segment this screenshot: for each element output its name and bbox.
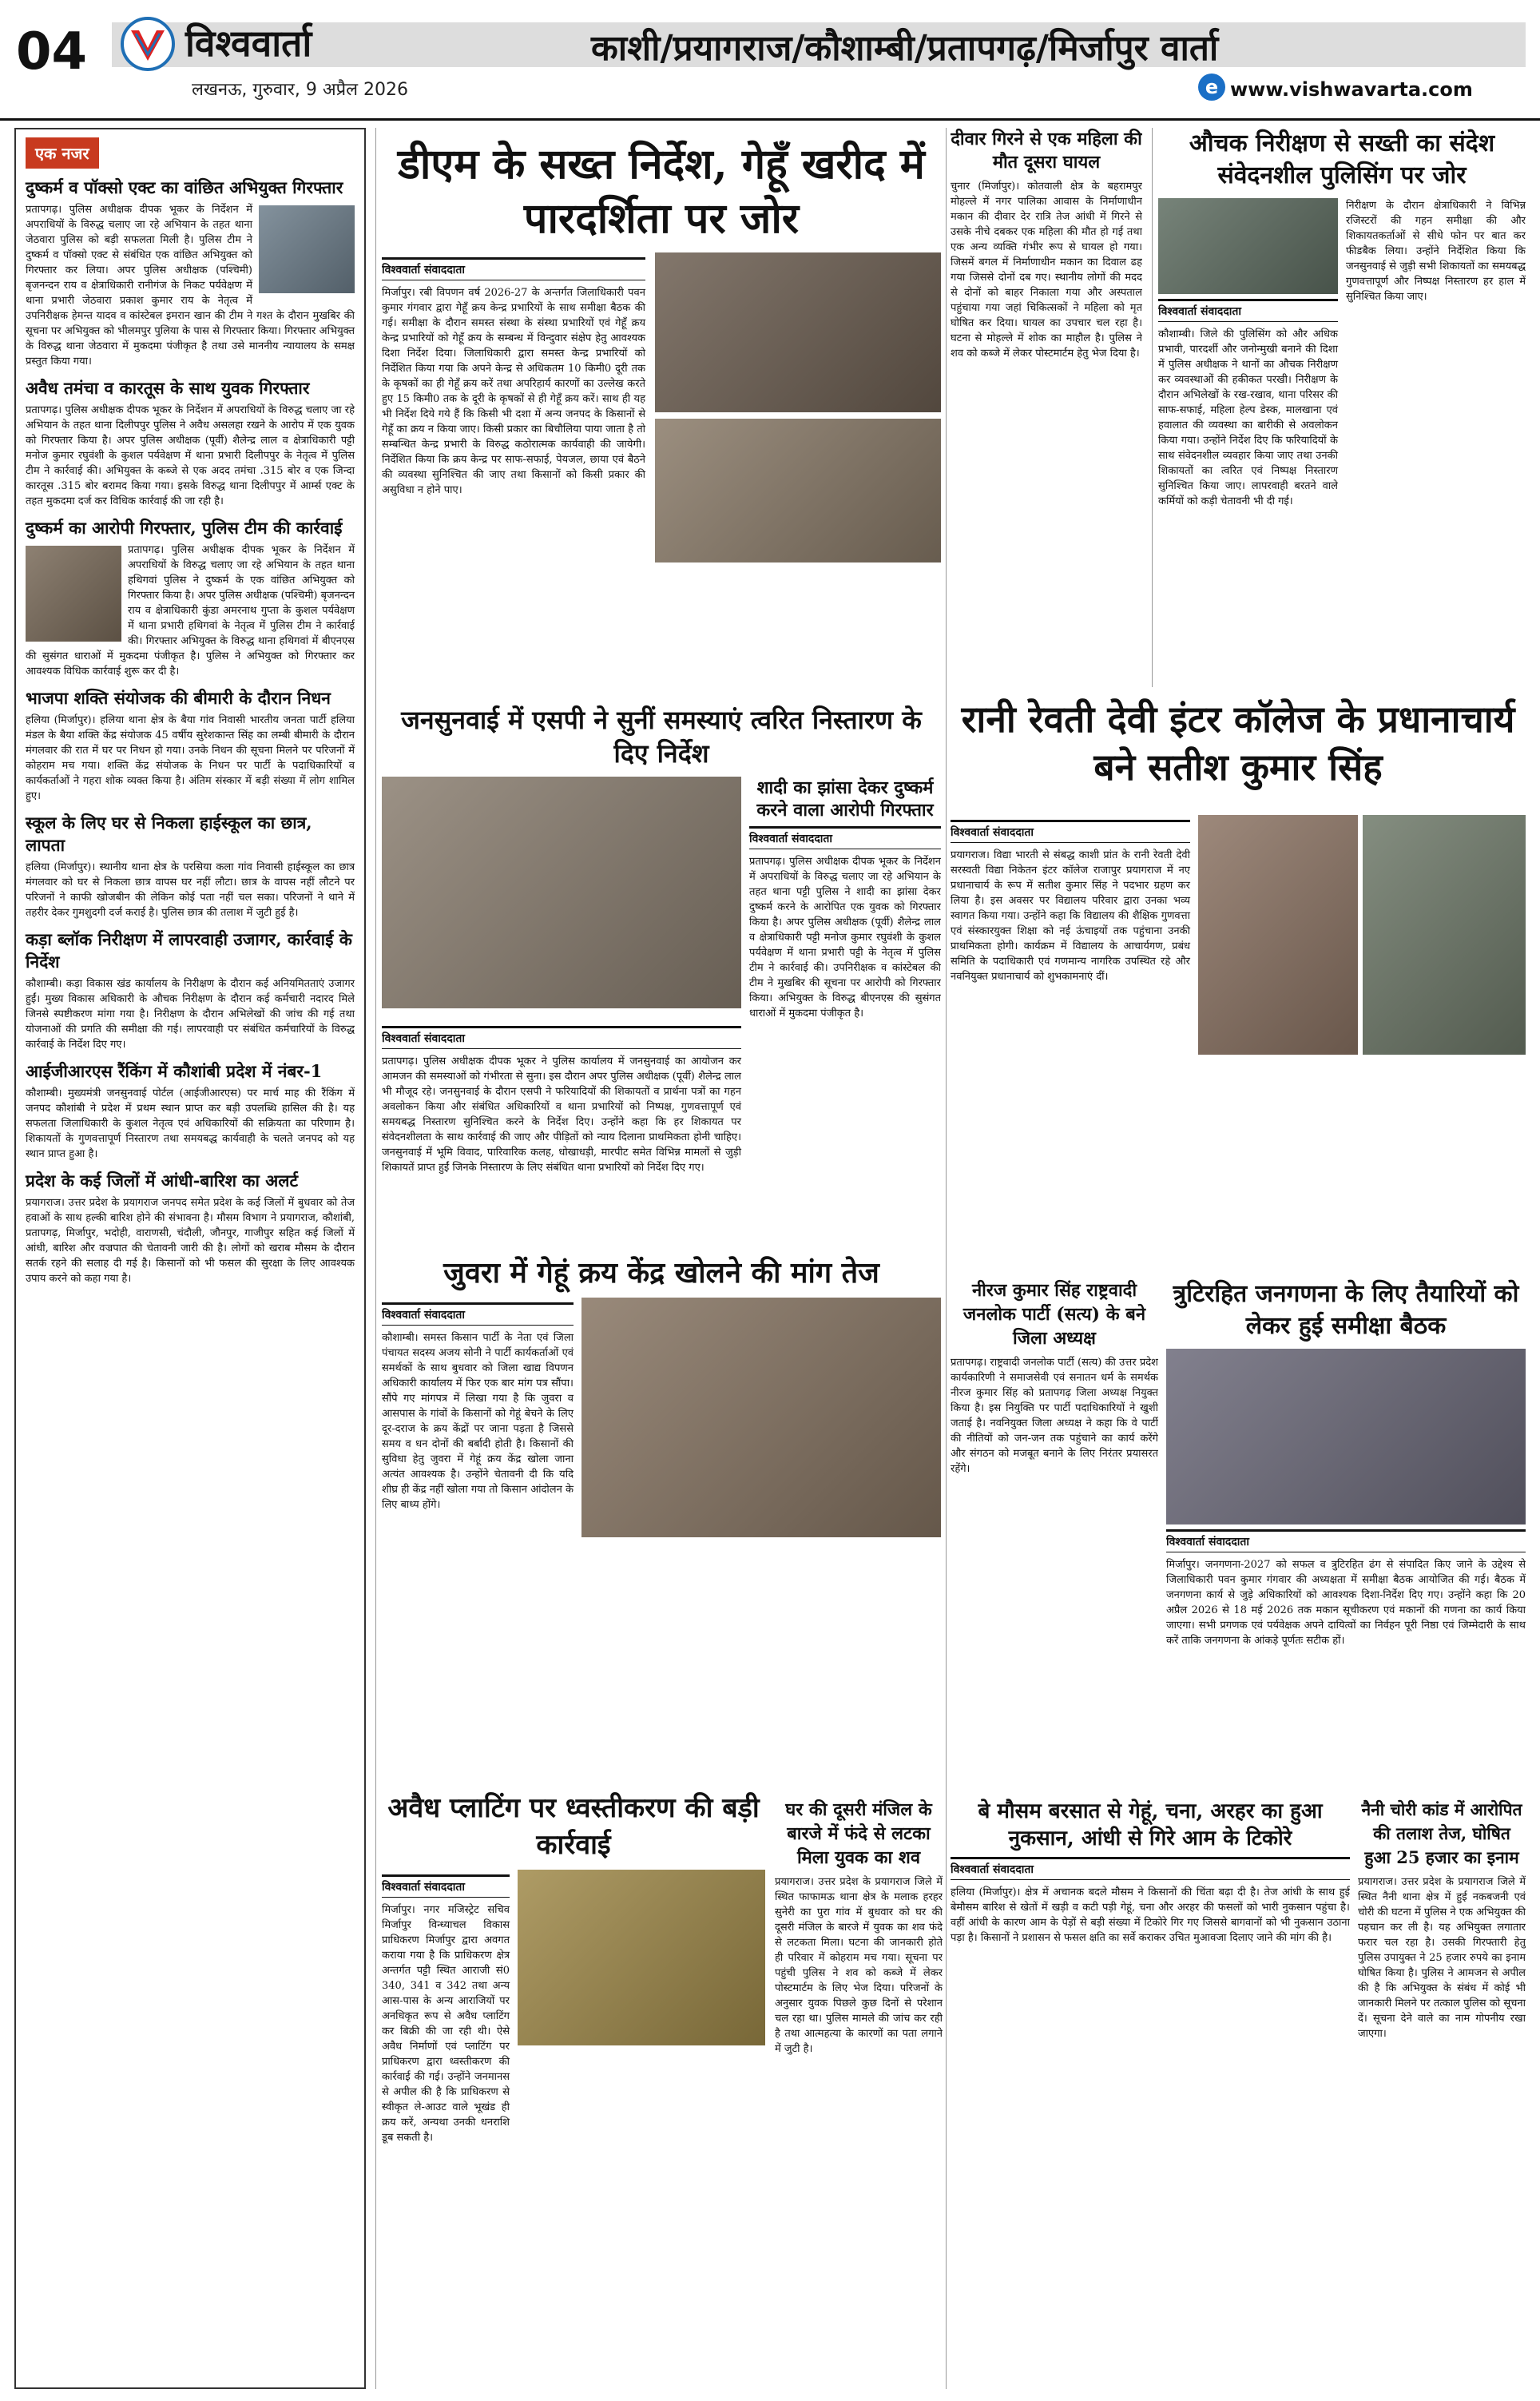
left-item-text: कौशाम्बी। मुख्यमंत्री जनसुनवाई पोर्टल (आईजीआरएस) पर मार्च माह की रैंकिंग में जनपद कौशांबी ने प्रदेश में प्रथम स्थान प्राप्त कर बड़ी उपलब्धि हासिल की है। यह सफलता जिलाधिकारी के कुशल नेतृत्व एवं अधिकारियों की सक्रियता का परिणाम है। शिकायतों के गुणवत्तापूर्ण निस्तारण तथा समयबद्ध कार्यवाही के चलते जनपद को यह स्थान प्राप्त हुआ है।: [26, 1087, 355, 1160]
ek-nazar-column: [14, 128, 366, 2389]
meeting-photo: [655, 419, 941, 562]
sp-hearing-story: [382, 703, 941, 1262]
edition-date: लखनऊ, गुरुवार, 9 अप्रैल 2026: [192, 80, 409, 100]
census-text: मिर्जापुर। जनगणना-2027 को सफल व त्रुटिरहित ढंग से संपादित किए जाने के उद्देश्य से जिलाधिकारी पवन कुमार गंगवार की अध्यक्षता में समीक्षा बैठक आयोजित की गई। बैठक में जनगणना कार्य से जुड़े अधिकारियों को आवश्यक दिशा-निर्देश दिए गए। उन्होंने कहा कि 20 अप्रैल 2026 से 18 मई 2026 तक मकान सूचीकरण एवं मकानों की गणना का कार्य किया जाएगा। सभी प्रगणक एवं पर्यवेक्षक अपने दायित्वों का निर्वहन पूरी निष्ठा एवं जिम्मेदारी के साथ करें ताकि जनगणना के आंकड़े पूर्णतः सटीक हों।: [1166, 1559, 1526, 1647]
hearing-photo: [382, 777, 741, 1008]
bulldozer-text: मिर्जापुर। नगर मजिस्ट्रेट सचिव मिर्जापुर विन्ध्याचल विकास प्राधिकरण मिर्जापुर द्वारा अवगत कराया गया है कि प्राधिकरण क्षेत्र अन्तर्गत पट्टी स्थित आराजी सं0 340, 341 व 342 तथा अन्य आस-पास के अन्य आराजियों पर अनधिकृत रूप से अवैध प्लाटिंग कर बिक्री की जा रही थी। ऐसे अवैध निर्माणों एवं प्लाटिंग पर प्राधिकरण द्वारा ध्वस्तीकरण की कार्रवाई की गई। उन्होंने जनमानस से अपील की है कि प्राधिकरण से स्वीकृत ले-आउट वाले भूखंड ही क्रय करें, अन्यथा उनकी धनराशि डूब सकती है।: [382, 1904, 510, 2144]
left-item-text: प्रतापगढ़। पुलिस अधीक्षक दीपक भूकर के निर्देशन में अपराधियों के विरुद्ध चलाए जा रहे अभियान के तहत थाना हथिगवां पुलिस ने दुष्कर्म के एक वांछित अभियुक्त को गिरफ्तार किया है। अपर पुलिस अधीक्षक (पश्चिमी) बृजनन्दन राय व क्षेत्राधिकारी कुंडा अमरनाथ गुप्ता के कुशल पर्यवेक्षण में थाना प्रभारी हथिगवां के नेतृत्व में पुलिस टीम ने कार्रवाई की। गिरफ्तार अभियुक्त के विरुद्ध थाना हथिगवां में बीएनएस की सुसंगत धाराओं में मुकदमा पंजीकृत है। पुलिस ने अभियुक्त को गिरफ्तार कर आवश्यक विधिक कार्रवाई शुरू कर दी है।: [26, 544, 355, 678]
crop-damage-headline: बे मौसम बरसात से गेहूं, चना, अरहर का हुआ नुकसान, आंधी से गिरे आम के टिकोरे: [978, 1799, 1323, 1850]
hanging-text: प्रयागराज। उत्तर प्रदेश के प्रयागराज जिले में स्थित फाफामऊ थाना क्षेत्र के मलाक हरहर सुनेरी का पुरा गांव में बुधवार को घर की दूसरी मंजिल के बारजे में युवक का शव फंदे से लटकता मिला। घटना की जानकारी होते ही परिवार में कोहराम मच गया। सूचना पर पहुंची पुलिस ने शव को कब्जे में लेकर पोस्टमार्टम के लिए भेज दिया। परिजनों के अनुसार युवक पिछले कुछ दिनों से परेशान चल रहा था। पुलिस मामले की जांच कर रही है तथा आत्महत्या के कारणों का पता लगाने में जुटी है।: [775, 1876, 943, 2055]
masthead-rule: [0, 118, 1540, 121]
left-item-text: हलिया (मिर्जापुर)। हलिया थाना क्षेत्र के बैया गांव निवासी भारतीय जनता पार्टी हलिया मंडल के बैया शक्ति केंद्र संयोजक 45 वर्षीय सुरेशकान्त सिंह का लम्बी बीमारी के दौरान मंगलवार की रात में घर पर निधन हो गया। उनके निधन की सूचना मिलने पर परिजनों में कोहराम मच गया। शक्ति केंद्र संयोजक के निधन पर पार्टी के पदाधिकारियों व कार्यकर्ताओं ने गहरा शोक व्यक्त किया है। अंतिम संस्कार में बड़ी संख्या में लोग शामिल हुए।: [26, 714, 355, 802]
dowry-text: प्रतापगढ़। पुलिस अधीक्षक दीपक भूकर के निर्देशन में अपराधियों के विरुद्ध चलाए जा रहे अभियान के तहत थाना पट्टी पुलिस ने शादी का झांसा देकर दुष्कर्म करने के आरोपित एक युवक को गिरफ्तार किया है। अपर पुलिस अधीक्षक (पूर्वी) शैलेन्द्र लाल व क्षेत्राधिकारी पट्टी मनोज कुमार रघुवंशी के कुशल पर्यवेक्षण में थाना प्रभारी पट्टी के नेतृत्व में पुलिस टीम ने कार्रवाई की। उपनिरीक्षक व कांस्टेबल की टीम ने मुखबिर की सूचना पर आरोपी को गिरफ्तार किया। अभियुक्त के विरुद्ध बीएनएस की सुसंगत धाराओं में मुकदमा पंजीकृत है।: [749, 856, 941, 1020]
byline: विश्ववार्ता संवाददाता: [951, 820, 1190, 843]
juvra-headline: जुवरा में गेहूं क्रय केंद्र खोलने की मांग तेज: [443, 1256, 879, 1290]
inspection-headline: औचक निरीक्षण से सख्ती का संदेश संवेदनशील पुलिसिंग पर जोर: [1189, 129, 1495, 189]
principal-text: प्रयागराज। विद्या भारती से संबद्ध काशी प्रांत के रानी रेवती देवी सरस्वती विद्या निकेतन इंटर कॉलेज राजापुर प्रयागराज में नए प्रधानाचार्य के रूप में सतीश कुमार सिंह ने पदभार ग्रहण कर लिया है। इस अवसर पर विद्यालय परिवार द्वारा उनका भव्य स्वागत किया गया। उन्होंने कहा कि विद्यालय की शैक्षिक गुणवत्ता एवं संस्कारयुक्त शिक्षा को नई ऊंचाइयों तक पहुंचाना उनकी प्राथमिकता होगी। कार्यक्रम में विद्यालय के आचार्यगण, प्रबंध समिति के पदाधिकारी एवं गणमान्य नागरिक उपस्थित रहे और नवनियुक्त प्रधानाचार्य को शुभकामनाएं दीं।: [951, 849, 1190, 983]
inspection-text: कौशाम्बी। जिले की पुलिसिंग को और अधिक प्रभावी, पारदर्शी और जनोन्मुखी बनाने की दिशा में पुलिस अधीक्षक ने थानों का औचक निरीक्षण कर व्यवस्थाओं की हकीकत परखी। निरीक्षण के दौरान अभिलेखों के रख-रखाव, थाना परिसर की साफ-सफाई, महिला हेल्प डेस्क, मालखाना एवं हवालात की व्यवस्था का बारीकी से अवलोकन किया गया। उन्होंने निर्देश दिए कि फरियादियों के साथ संवेदनशील व्यवहार किया जाए तथा उनकी शिकायतों का त्वरित एवं निष्पक्ष निस्तारण सुनिश्चित किया जाए। लापरवाही बरतने वाले कर्मियों को कड़ी चेतावनी भी दी गई।: [1158, 328, 1338, 507]
left-item-text: प्रतापगढ़। पुलिस अधीक्षक दीपक भूकर के निर्देशन में अपराधियों के विरुद्ध चलाए जा रहे अभियान के तहत थाना जेठवारा पुलिस को बड़ी सफलता मिली है। पुलिस टीम ने दुष्कर्म व पॉक्सो एक्ट से संबंधित एक वांछित अभियुक्त को गिरफ्तार कर लिया। अपर पुलिस अधीक्षक (पश्चिमी) बृजनन्दन राय व क्षेत्राधिकारी रानीगंज के निकट पर्यवेक्षण में थाना प्रभारी जेठवारा प्रकाश कुमार राय के नेतृत्व में उपनिरीक्षक हेमन्त यादव व कांस्टेबल इमरान खान की टीम ने गश्त के दौरान मुखबिर की सूचना पर अभियुक्त को भीलमपुर पुलिया के पास से गिरफ्तार किया। गिरफ्तार अभियुक्त के विरुद्ध थाना जेठवारा में मुकदमा पंजीकृत है तथा उसे माननीय न्यायालय के समक्ष प्रस्तुत किया गया।: [26, 204, 355, 368]
lead-text: मिर्जापुर। रबी विपणन वर्ष 2026-27 के अन्तर्गत जिलाधिकारी पवन कुमार गंगवार द्वारा गेहूँ क्रय केन्द्र प्रभारियों के साथ समीक्षा बैठक की गई। समीक्षा के दौरान समस्त संस्था के संस्था प्रभारियों एवं गेहूँ क्रय केन्द्र प्रभारियों को गेहूँ क्रय के सम्बन्ध में विन्दुवार संक्षेप हेतु आवश्यक दिशा निर्देश दिया। जिलाधिकारी द्वारा समस्त केन्द्र प्रभारियों को निर्देशित किया गया कि अपने केन्द्र से अधिकतम 10 किमी0 दूरी तक के कृषकों का ही गेहूँ क्रय करें तथा अपरिहार्य कारणों का उल्लेख करते हुए 15 किमी0 तक के दूरी के कृषकों से ही गेहूँ क्रय करें। साथ ही यह भी निर्देश दिये गये हैं कि किसी भी दशा में अन्य जनपद के किसानों से गेहूँ का क्रय न किया जाए। किसी प्रकार का बिचौलिया पाया जाता है तो सम्बन्धित केन्द्र प्रभारी के विरुद्ध कठोरात्मक कार्यवाही की जायेगी। निर्देशित किया कि क्रय केन्द्र पर साफ-सफाई, पेयजल, छाया एवं बैठने की व्यवस्था सुनिश्चित की जाए तथा किसानों को किसी प्रकार की असुविधा न होने पाए।: [382, 287, 645, 496]
principal-photo: [1198, 815, 1358, 1055]
lead-headline: डीएम के सख्त निर्देश, गेहूँ खरीद में पारदर्शिता पर जोर: [398, 140, 925, 243]
hanging-story: [775, 1798, 943, 2389]
wall-text: चुनार (मिर्जापुर)। कोतवाली क्षेत्र के बहरामपुर मोहल्ले में नगर पालिका आवास के निर्माणाधीन मकान की दीवार देर रात्रि तेज आंधी में गिरने से उसके नीचे दबकर एक महिला की मौत हो गई तथा एक अन्य व्यक्ति गंभीर रूप से घायल हो गया। जिसमें बगल में निर्माणाधीन मकान का दिवाल ढह गया जिससे दोनों दब गए। स्थानीय लोगों की मदद से दोनों को बाहर निकाला गया और अस्पताल पहुंचाया गया जहां चिकित्सकों ने महिला को मृत घोषित कर दिया। घायल का उपचार चल रहा है। घटना से मोहल्ले में शोक का माहौल है। पुलिस ने शव को कब्जे में लेकर पोस्टमार्टम हेतु भेज दिया है।: [951, 181, 1142, 360]
byline: विश्ववार्ता संवाददाता: [951, 1857, 1350, 1880]
brand-name: विश्ववार्ता: [185, 22, 312, 65]
theft-headline: नैनी चोरी कांड में आरोपित की तलाश तेज, घोषित हुआ 25 हजार का इनाम: [1361, 1799, 1522, 1867]
byline: विश्ववार्ता संवाददाता: [382, 1874, 510, 1898]
principal-headline-block: [951, 695, 1526, 791]
lead-story: [382, 128, 941, 687]
inspection-text-cont: निरीक्षण के दौरान क्षेत्राधिकारी ने विभिन्न रजिस्टरों की गहन समीक्षा की और शिकायतकर्ताओं से सीधे फोन पर बात कर फीडबैक लिया। उन्होंने निर्देशित किया कि जनसुनवाई से जुड़ी सभी शिकायतों का समयबद्ध गुणवत्तापूर्ण और निष्पक्ष निस्तारण हर हाल में सुनिश्चित किया जाए।: [1346, 200, 1526, 303]
byline: विश्ववार्ता संवाददाता: [1158, 299, 1338, 322]
crop-damage-text: हलिया (मिर्जापुर)। क्षेत्र में अचानक बदले मौसम ने किसानों की चिंता बढ़ा दी है। तेज आंधी के साथ हुई बेमौसम बारिश से खेतों में खड़ी व कटी पड़ी गेहूं, चना और अरहर की फसलों को भारी नुकसान पहुंचा है। वहीं आंधी के कारण आम के पेड़ों से बड़ी संख्या में टिकोरे गिर गए जिससे बागवानों को भी नुकसान उठाना पड़ा है। किसानों ने प्रशासन से फसल क्षति का सर्वे कराकर उचित मुआवजा दिलाए जाने की मांग की है।: [951, 1886, 1350, 1944]
left-item-title: दुष्कर्म व पॉक्सो एक्ट का वांछित अभियुक्त गिरफ्तार: [26, 177, 343, 197]
column-rule: [1152, 128, 1153, 687]
accused-photo: [259, 205, 355, 293]
bulldozer-story: [382, 1790, 765, 2389]
juvra-text: कौशाम्बी। समस्त किसान पार्टी के नेता एवं जिला पंचायत सदस्य अजय सोनी ने पार्टी कार्यकर्ताओं एवं समर्थकों के साथ बुधवार को जिला खाद्य विपणन अधिकारी कार्यालय में फिर एक बार मांग पत्र सौंपा। सौंपे गए मांगपत्र में लिखा गया है कि जुवरा व आसपास के गांवों के किसानों को गेहूं बेचने के लिए दूर-दराज के क्रय केंद्रों पर जाना पड़ता है जिससे समय व धन दोनों की बर्बादी होती है। किसानों की सुविधा हेतु जुवरा में गेहूं क्रय केंद्र खोला जाना अत्यंत आवश्यक है। उन्होंने चेतावनी दी कि यदि शीघ्र ही केंद्र नहीं खोला गया तो किसान आंदोलन के लिए बाध्य होंगे।: [382, 1332, 574, 1511]
column-rule: [375, 128, 376, 2389]
principal-story: [951, 815, 1526, 1262]
accused-photo: [26, 546, 121, 642]
neeraj-story: [951, 1278, 1158, 1790]
inspection-photo: [1158, 198, 1338, 294]
masthead: [0, 0, 1540, 112]
neeraj-headline: नीरज कुमार सिंह राष्ट्रवादी जनलोक पार्टी (सत्य) के बने जिला अध्यक्ष: [963, 1280, 1146, 1349]
left-item-title: स्कूल के लिए घर से निकला हाईस्कूल का छात्र, लापता: [26, 813, 312, 855]
felicitation-photo: [1363, 815, 1526, 1055]
bulldozer-photo: [518, 1870, 765, 2045]
bulldozer-headline: अवैध प्लाटिंग पर ध्वस्तीकरण की बड़ी कार्रवाई: [387, 1792, 760, 1861]
website-link[interactable]: www.vishwavarta.com: [1230, 78, 1473, 101]
wall-headline: दीवार गिरने से एक महिला की मौत दूसरा घायल: [951, 129, 1142, 173]
sp-hearing-headline: जनसुनवाई में एसपी ने सुनीं समस्याएं त्वरित निस्तारण के दिए निर्देश: [401, 705, 922, 769]
hanging-headline: घर की दूसरी मंजिल के बारजे में फंदे से लटका मिला युवक का शव: [785, 1799, 932, 1868]
e-logo-icon: e: [1198, 74, 1225, 101]
left-item-title: भाजपा शक्ति संयोजक की बीमारी के दौरान निधन: [26, 688, 331, 708]
left-item-title: दुष्कर्म का आरोपी गिरफ्तार, पुलिस टीम की कार्रवाई: [26, 518, 343, 538]
crop-damage-story: [951, 1798, 1350, 2389]
theft-text: प्रयागराज। उत्तर प्रदेश के प्रयागराज जिले में स्थित नैनी थाना क्षेत्र में हुई नकबजनी एवं चोरी की घटना में पुलिस ने एक अभियुक्त की पहचान कर ली है। यह अभियुक्त लगातार फरार चल रहा है। उसकी गिरफ्तारी हेतु पुलिस उपायुक्त ने 25 हजार रुपये का इनाम घोषित किया है। पुलिस ने आमजन से अपील की है कि अभियुक्त के संबंध में कोई भी जानकारी मिलने पर तत्काल पुलिस को सूचना दें। सूचना देने वाले का नाम गोपनीय रखा जाएगा।: [1358, 1876, 1526, 2040]
byline: विश्ववार्ता संवाददाता: [382, 1302, 574, 1326]
left-item-text: प्रतापगढ़। पुलिस अधीक्षक दीपक भूकर के निर्देशन में अपराधियों के विरुद्ध चलाए जा रहे अभियान के तहत थाना दिलीपपुर पुलिस ने अवैध असलहा रखने के आरोप में एक युवक को गिरफ्तार किया है। अपर पुलिस अधीक्षक (पूर्वी) शैलेन्द्र लाल व क्षेत्राधिकारी पट्टी मनोज कुमार रघुवंशी के कुशल पर्यवेक्षण में थाना प्रभारी दिलीपपुर के नेतृत्व में पुलिस टीम ने कार्रवाई की। अभियुक्त के कब्जे से एक अदद तमंचा .315 बोर व एक जिन्दा कारतूस .315 बोर बरामद किया गया। इसके विरुद्ध थाना दिलीपपुर में आर्म्स एक्ट के तहत मुकदमा दर्ज कर विधिक कार्रवाई की जा रही है।: [26, 404, 355, 507]
wall-collapse-story: [951, 128, 1142, 591]
column-rule: [946, 128, 947, 2389]
dowry-headline: शादी का झांसा देकर दुष्कर्म करने वाला आरोपी गिरफ्तार: [756, 777, 934, 821]
left-item-text: कौशाम्बी। कड़ा विकास खंड कार्यालय के निरीक्षण के दौरान कई अनियमितताएं उजागर हुईं। मुख्य विकास अधिकारी के औचक निरीक्षण के दौरान कई कर्मचारी नदारद मिले जिनसे स्पष्टीकरण मांगा गया है। निरीक्षण के दौरान अभिलेखों की जांच की गई तथा योजनाओं की प्रगति की समीक्षा की गई। लापरवाही पर संबंधित कर्मचारियों के विरुद्ध कार्रवाई के निर्देश दिए गए।: [26, 978, 355, 1051]
neeraj-text: प्रतापगढ़। राष्ट्रवादी जनलोक पार्टी (सत्य) की उत्तर प्रदेश कार्यकारिणी ने समाजसेवी एवं सनातन धर्म के समर्थक नीरज कुमार सिंह को प्रतापगढ़ जिला अध्यक्ष नियुक्त किया है। इस नियुक्ति पर पार्टी पदाधिकारियों ने खुशी जताई है। नवनियुक्त जिला अध्यक्ष ने कहा कि वे पार्टी की नीतियों को जन-जन तक पहुंचाने का कार्य करेंगे और संगठन को मजबूत बनाने के लिए निरंतर प्रयासरत रहेंगे।: [951, 1357, 1158, 1475]
byline: विश्ववार्ता संवाददाता: [1166, 1529, 1526, 1552]
byline: विश्ववार्ता संवाददाता: [382, 257, 645, 280]
inspection-story: [1158, 128, 1526, 687]
byline: विश्ववार्ता संवाददाता: [382, 1026, 741, 1049]
census-photo: [1166, 1349, 1526, 1524]
left-item-title: प्रदेश के कई जिलों में आंधी-बारिश का अलर्ट: [26, 1171, 299, 1191]
census-headline: त्रुटिरहित जनगणना के लिए तैयारियों को लेकर हुई समीक्षा बैठक: [1173, 1280, 1519, 1340]
brand-logo-icon: [120, 16, 176, 72]
left-item-title: अवैध तमंचा व कारतूस के साथ युवक गिरफ्तार: [26, 378, 310, 398]
ek-nazar-label: एक नजर: [26, 137, 99, 169]
juvra-story: [382, 1254, 941, 1766]
byline: विश्ववार्ता संवाददाता: [749, 826, 941, 849]
left-item-title: कड़ा ब्लॉक निरीक्षण में लापरवाही उजागर, कार्रवाई के निर्देश: [26, 929, 352, 972]
sp-hearing-text: प्रतापगढ़। पुलिस अधीक्षक दीपक भूकर ने पुलिस कार्यालय में जनसुनवाई का आयोजन कर आमजन की समस्याओं को गंभीरता से सुना। इस दौरान अपर पुलिस अधीक्षक (पूर्वी) शैलेन्द्र लाल भी मौजूद रहे। जनसुनवाई के दौरान एसपी ने फरियादियों की शिकायतों व प्रार्थना पत्रों का गहन अवलोकन किया और संबंधित अधिकारियों व थाना प्रभारियों को निष्पक्ष, गुणवत्तापूर्ण एवं समयबद्ध निस्तारण सुनिश्चित करने के निर्देश दिए। उन्होंने कहा कि हर शिकायत पर संवेदनशीलता के साथ कार्रवाई की जाए और पीड़ितों को न्याय दिलाना प्राथमिकता होनी चाहिए। जनसुनवाई में भूमि विवाद, पारिवारिक कलह, धोखाधड़ी, मारपीट समेत विभिन्न मामलों से जुड़ी शिकायतें प्राप्त हुईं जिनके निस्तारण के लिए संबंधित थाना प्रभारियों को निर्देश दिए गए।: [382, 1055, 741, 1174]
page-number: 04: [16, 22, 88, 81]
theft-story: [1358, 1798, 1526, 2389]
demand-photo: [581, 1298, 941, 1537]
section-title: काशी/प्रयागराज/कौशाम्बी/प्रतापगढ़/मिर्जापुर वार्ता: [591, 28, 1219, 69]
meeting-photo: [655, 252, 941, 412]
left-item-text: हलिया (मिर्जापुर)। स्थानीय थाना क्षेत्र के परसिया कला गांव निवासी हाईस्कूल का छात्र मंगलवार को घर से निकला छात्र वापस घर नहीं लौटा। छात्र के वापस नहीं लौटने पर परिजनों ने काफी खोजबीन की लेकिन कोई पता नहीं चल सका। परिजनों ने थाने में तहरीर देकर गुमशुदगी दर्ज कराई है। पुलिस छात्र की तलाश में जुटी हुई है।: [26, 861, 355, 919]
left-item-text: प्रयागराज। उत्तर प्रदेश के प्रयागराज जनपद समेत प्रदेश के कई जिलों में बुधवार को तेज हवाओं के साथ हल्की बारिश होने की संभावना है। मौसम विभाग ने प्रयागराज, कौशांबी, प्रतापगढ़, मिर्जापुर, भदोही, वाराणसी, चंदौली, जौनपुर, गाजीपुर सहित कई जिलों में आंधी, बारिश और वज्रपात की चेतावनी जारी की है। लोगों को खराब मौसम के दौरान सतर्क रहने की सलाह दी गई है। किसानों को भी फसल की सुरक्षा के लिए आवश्यक उपाय करने को कहा गया है।: [26, 1197, 355, 1285]
principal-headline: रानी रेवती देवी इंटर कॉलेज के प्रधानाचार्य बने सतीश कुमार सिंह: [961, 698, 1515, 789]
left-item-title: आईजीआरएस रैंकिंग में कौशांबी प्रदेश में नंबर-1: [26, 1061, 323, 1081]
census-story: [1166, 1278, 1526, 1790]
